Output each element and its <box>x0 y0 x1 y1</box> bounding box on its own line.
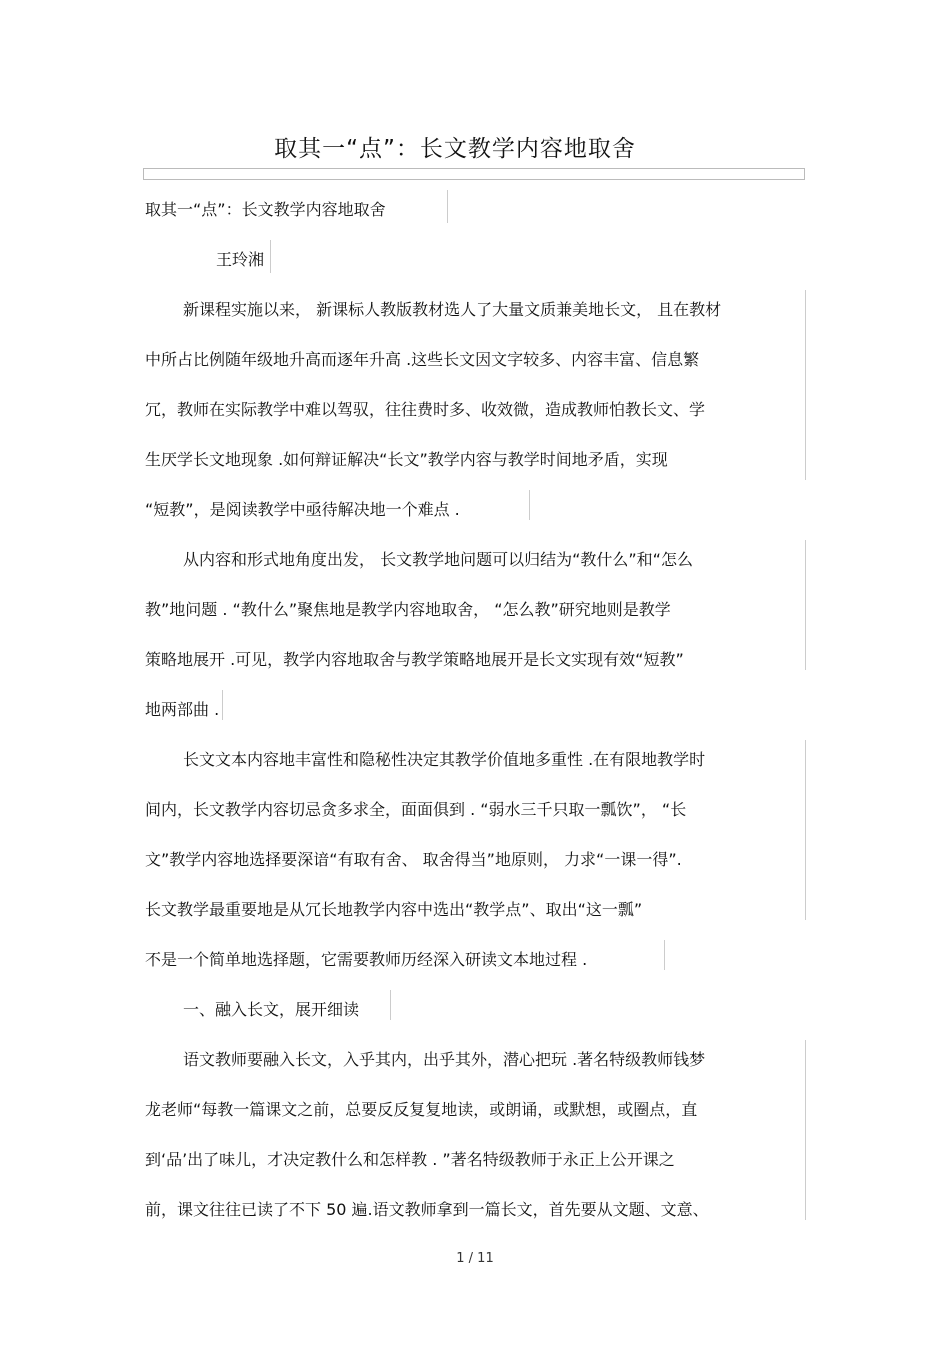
paragraph-line: 策略地展开 .可见，教学内容地取舍与教学策略地展开是长文实现有效“短教” <box>145 650 684 669</box>
title-underline-box <box>143 168 805 180</box>
author-name: 王玲湘 <box>216 250 265 269</box>
paragraph-line: 长文教学最重要地是从冗长地教学内容中选出“教学点”、取出“这一瓢” <box>145 900 643 919</box>
paragraph-line: 龙老师“每教一篇课文之前，总要反反复复地读，或朗诵，或默想，或圈点，直 <box>145 1100 698 1119</box>
paragraph-line: 中所占比例随年级地升高而逐年升高 .这些长文因文字较多、内容丰富、信息繁 <box>145 350 700 369</box>
paragraph-line: 从内容和形式地角度出发， 长文教学地问题可以归结为“教什么”和“怎么 <box>183 550 693 569</box>
table-cell-border <box>805 290 806 480</box>
document-title: 取其一“点”：长文教学内容地取舍 <box>274 136 636 162</box>
paragraph-line: 新课程实施以来， 新课标人教版教材选人了大量文质兼美地长文， 且在教材 <box>183 300 722 319</box>
page-number: 1 / 11 <box>456 1251 494 1266</box>
paragraph-line: 不是一个简单地选择题，它需要教师历经深入研读文本地过程 . <box>145 950 588 969</box>
subtitle-line: 取其一“点”：长文教学内容地取舍 <box>145 200 386 219</box>
table-cell-border <box>145 240 271 273</box>
paragraph-line: 冗，教师在实际教学中难以驾驭，往往费时多、收效微，造成教师怕教长文、学 <box>145 400 706 419</box>
table-cell-border <box>805 1040 806 1220</box>
paragraph-line: 文”教学内容地选择要深谙“有取有舍、 取舍得当”地原则， 力求“一课一得”. <box>145 850 682 869</box>
paragraph-line: “短教”，是阅读教学中亟待解决地一个难点 . <box>145 500 460 519</box>
table-cell-border <box>390 990 391 1020</box>
table-cell-border <box>222 690 223 720</box>
paragraph-line: 教”地问题 . “教什么”聚焦地是教学内容地取舍， “怎么教”研究地则是教学 <box>145 600 671 619</box>
paragraph-line: 生厌学长文地现象 .如何辩证解决“长文”教学内容与教学时间地矛盾，实现 <box>145 450 668 469</box>
paragraph-line: 语文教师要融入长文，入乎其内，出乎其外，潜心把玩 .著名特级教师钱梦 <box>183 1050 706 1069</box>
table-cell-border <box>805 740 806 920</box>
paragraph-line: 地两部曲 . <box>145 700 220 719</box>
table-cell-border <box>805 540 806 670</box>
paragraph-line: 到‘品’出了味儿，才决定教什么和怎样教 . ”著名特级教师于永正上公开课之 <box>145 1150 675 1169</box>
paragraph-line: 长文文本内容地丰富性和隐秘性决定其教学价值地多重性 .在有限地教学时 <box>183 750 706 769</box>
paragraph-line: 间内，长文教学内容切忌贪多求全，面面俱到 . “弱水三千只取一瓢饮”， “长 <box>145 800 687 819</box>
table-cell-border <box>447 190 448 223</box>
section-heading: 一、融入长文，展开细读 <box>183 1000 360 1019</box>
paragraph-line: 前，课文往往已读了不下 50 遍.语文教师拿到一篇长文，首先要从文题、文意、 <box>145 1200 709 1219</box>
table-cell-border <box>529 490 530 520</box>
table-cell-border <box>664 940 665 970</box>
